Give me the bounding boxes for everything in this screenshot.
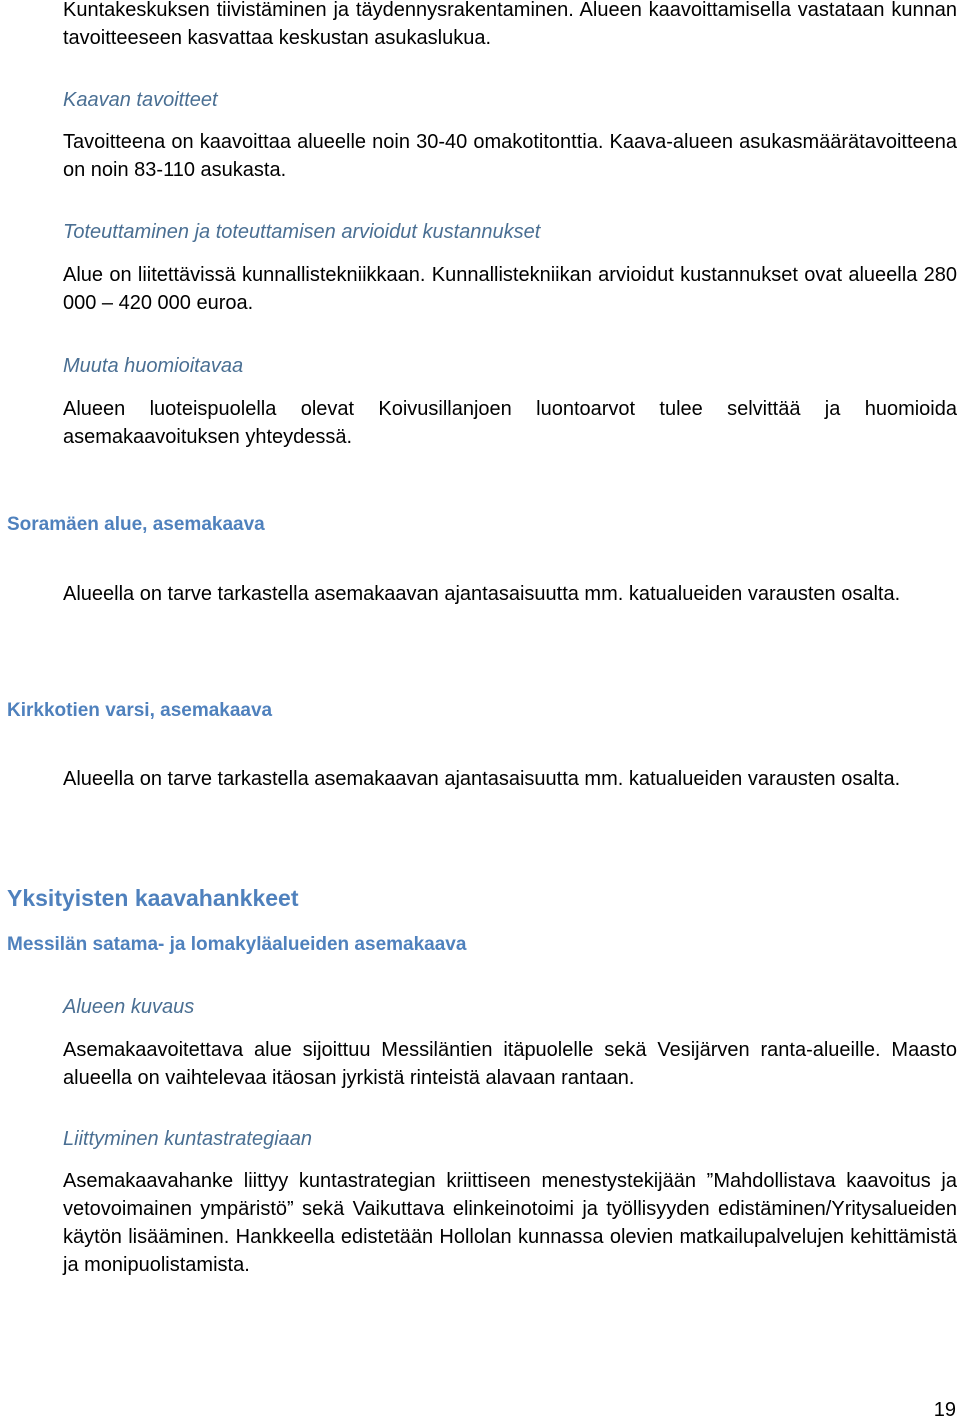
paragraph-liittyminen: Asemakaavahanke liittyy kuntastrategian kriittiseen menestystekijään ”Mahdollistava kaavoitus ja vetovoimainen ympäristö” sekä Vaikuttava elinkeinotoimi ja työllisyyden edistäminen/Yritysalueiden käytön lisääminen. Hankkeella edistetään Hollolan kunnassa olevien matkailupalvelujen kehittämistä ja monipuolistamista. — [63, 1170, 957, 1276]
paragraph-tavoitteet: Tavoitteena on kaavoittaa alueelle noin 30-40 omakotitonttia. Kaava-alueen asukasmäärätavoitteena on noin 83-110 asukasta. — [63, 131, 957, 181]
subheading-liittyminen: Liittyminen kuntastrategiaan — [63, 1128, 313, 1150]
paragraph-toteuttaminen: Alue on liitettävissä kunnallistekniikkaan. Kunnallistekniikan arvioidut kustannukset ovat alueella 280 000 – 420 000 euroa. — [63, 264, 957, 314]
subheading-alueen-kuvaus: Alueen kuvaus — [63, 996, 195, 1018]
subheading-kaavan-tavoitteet: Kaavan tavoitteet — [63, 89, 218, 111]
subheading-muuta-huomioitavaa: Muuta huomioitavaa — [63, 355, 244, 377]
section-heading-messilan-asemakaava: Messilän satama- ja lomakyläalueiden asemakaava — [7, 934, 467, 955]
paragraph-kirkkotien-varsi: Alueella on tarve tarkastella asemakaavan ajantasaisuutta mm. katualueiden varausten osalta. — [63, 768, 901, 790]
heading-yksityisten-kaavahankkeet: Yksityisten kaavahankkeet — [7, 885, 299, 911]
intro-paragraph: Kuntakeskuksen tiivistäminen ja täydennysrakentaminen. Alueen kaavoittamisella vastataan kunnan tavoitteeseen kasvattaa keskustan asukaslukua. — [63, 0, 957, 49]
section-heading-soramaen-alue: Soramäen alue, asemakaava — [7, 514, 265, 535]
paragraph-muuta-huomioitavaa: Alueen luoteispuolella olevat Koivusillanjoen luontoarvot tulee selvittää ja huomioida asemakaavoituksen yhteydessä. — [63, 398, 957, 448]
subheading-toteuttaminen: Toteuttaminen ja toteuttamisen arvioidut kustannukset — [63, 221, 541, 243]
section-heading-kirkkotien-varsi: Kirkkotien varsi, asemakaava — [7, 700, 273, 721]
paragraph-soramaen-alue: Alueella on tarve tarkastella asemakaavan ajantasaisuutta mm. katualueiden varausten osalta. — [63, 583, 901, 605]
page-number: 19 — [933, 1399, 956, 1421]
paragraph-alueen-kuvaus: Asemakaavoitettava alue sijoittuu Messiläntien itäpuolelle sekä Vesijärven ranta-alueille. Maasto alueella on vaihtelevaa itäosan jyrkistä rinteistä alavaan rantaan. — [63, 1039, 957, 1089]
